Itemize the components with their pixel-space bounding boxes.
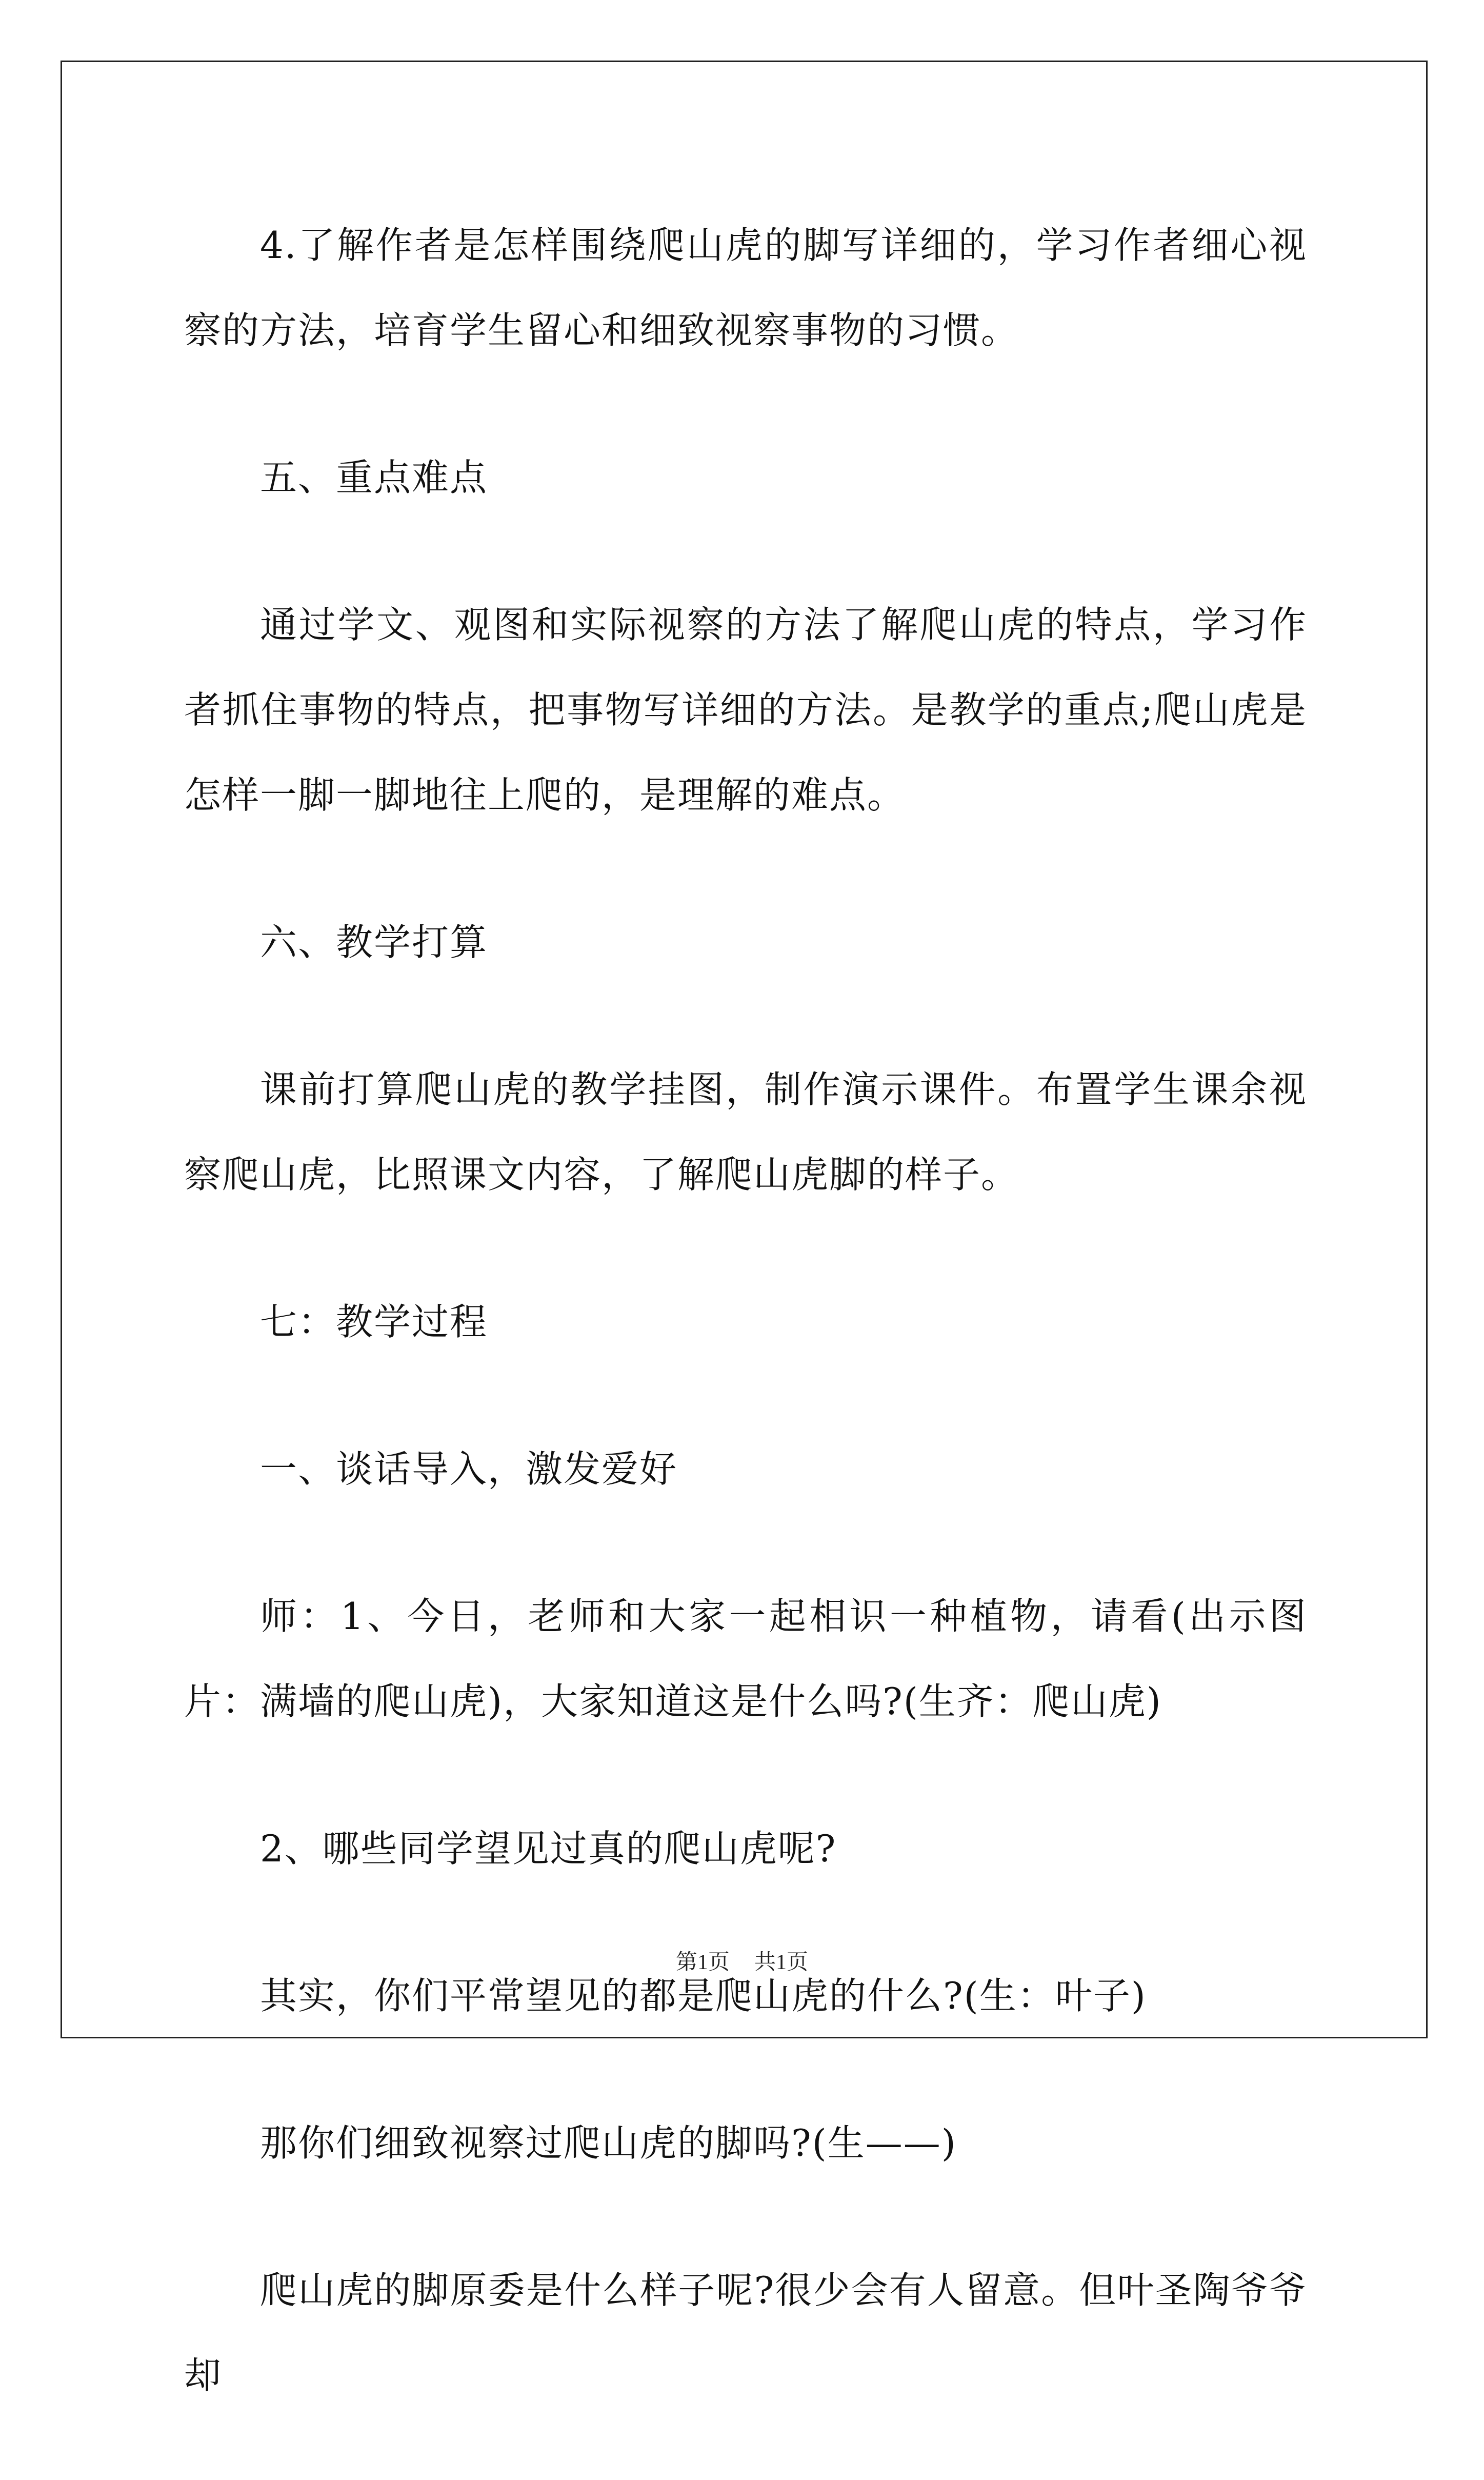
document-body: [184, 203, 1307, 2480]
paragraph-preparation: 课前打算爬山虎的教学挂图，制作演示课件。布置学生课余视察爬山虎，比照课文内容，了解爬山虎脚的样子。: [184, 1068, 1307, 1196]
paragraph-observe-feet: 那你们细致视察过爬山虎的脚吗?(生——): [260, 2121, 957, 2165]
paragraph-objective-4: 4.了解作者是怎样围绕爬山虎的脚写详细的，学习作者细心视察的方法，培育学生留心和细致视察事物的习惯。: [184, 224, 1307, 352]
paragraph-teacher-intro: 师：1、今日，老师和大家一起相识一种植物，请看(出示图片：满墙的爬山虎)，大家知道这是什么吗?(生齐：爬山虎): [184, 1595, 1307, 1723]
page-total: 共1页: [754, 1951, 809, 1974]
page-footer: [0, 1945, 1484, 1976]
heading-preparation: 六、教学打算: [260, 921, 488, 964]
heading-introduction: 一、谈话导入，激发爱好: [260, 1447, 678, 1491]
paragraph-feet-shape: 爬山虎的脚原委是什么样子呢?很少会有人留意。但叶圣陶爷爷却: [184, 2269, 1307, 2397]
heading-key-points: 五、重点难点: [260, 456, 488, 499]
paragraph-key-points: 通过学文、观图和实际视察的方法了解爬山虎的特点，学习作者抓住事物的特点，把事物写详细的方法。是教学的重点;爬山虎是怎样一脚一脚地往上爬的，是理解的难点。: [184, 603, 1307, 817]
paragraph-question-2: 2、哪些同学望见过真的爬山虎呢?: [260, 1827, 837, 1870]
paragraph-leaves: 其实，你们平常望见的都是爬山虎的什么?(生：叶子): [260, 1974, 1147, 2017]
heading-teaching-process: 七：教学过程: [260, 1300, 488, 1343]
page-number: 第1页: [675, 1951, 730, 1974]
